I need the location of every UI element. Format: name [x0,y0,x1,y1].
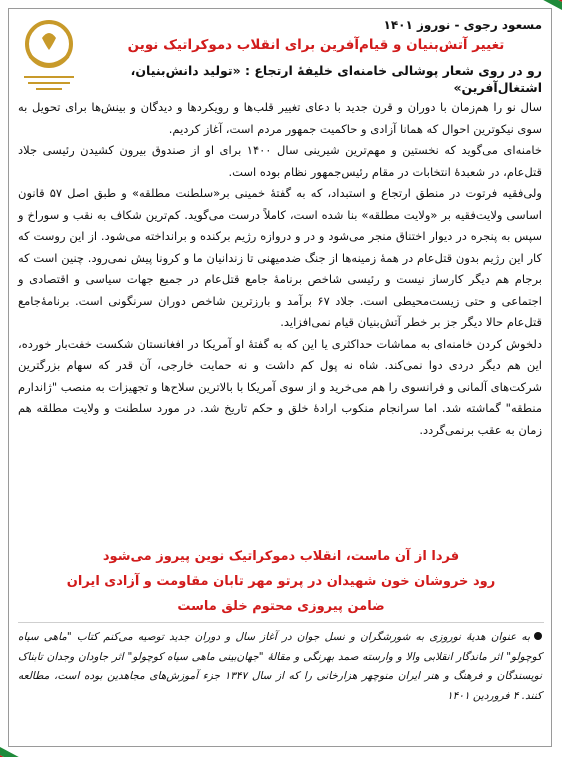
article-body [18,97,542,441]
footnote-text: به عنوان هدیهٔ نوروزی به شورشگران و نسل جوان در آغاز سال و دوران جدید توصیه می‌کنم کتاب "ماهی سیاه کوچولو" اثر ماندگار انقلابی والا و وارسته صمد بهرنگی و مقالهٔ "جهان‌بینی ماهی سیاه کوچولو" اثر جاودان وجدان تابناک نویسندگان و فرهنگ و هنر ایران منوچهر هزارخانی را که از سال ۱۳۴۷ جزء آموزش‌های مجاهدین بوده است، مطالعه کنند. ۴ فروردین ۱۴۰۱ [18,631,542,702]
paragraph: خامنه‌ای می‌گوید که نخستین و مهم‌ترین شیرینی سال ۱۴۰۰ برای او از صندوق بیرون کشیدن رئیسی جلاد قتل‌عام، در شعبدهٔ انتخابات در مقام رئیس‌جمهور نظام بوده است. [18,143,542,179]
paragraph: ولی‌فقیه فرتوت در منطق ارتجاع و استبداد، که به گفتهٔ خمینی بر«سلطنت مطلقه» و طبق اصل ۵۷ قانون اساسی ولایت‌فقیه بر «ولایت مطلقه» بنا شده است، کاملاً درست می‌گوید. کم‌ترین شکاف به نقب و سوراخ و سپس به پنجره در دیوار اختناق منجر می‌شود و در و دروازه رژیم برکنده و برانداخته می‌شود. از این روست که کار این رژیم بدون قتل‌عام در همهٔ زمینه‌ها از جنگ ضدمیهنی تا زندانیان ما و کرونا پیش نمی‌رود. چنین است که برجام هم دیگر کارساز نیست و رئیسی شاخص برنامهٔ جامع قتل‌عام در جمیع جهات سیاسی و اقتصادی و اجتماعی و حتی زیست‌محیطی است. جلاد ۶۷ برآمد و بارزترین شاخص دوران سرنگونی است. برنامهٔ‌جامع قتل‌عام حالا دیگر جز بر خطر آتش‌بنیان قیام نمی‌افزاید. [18,186,542,329]
bullet-icon [534,632,542,640]
author-date: مسعود رجوی - نوروز ۱۴۰۱ [383,18,542,32]
divider [18,622,544,623]
slogan-line: رود خروشان خون شهیدان در پرتو مهر تابان مقاومت و آزادی ایران [66,574,496,589]
slogans-block [18,544,544,619]
page-subtitle: رو در روی شعار پوشالی خامنه‌ای خلیفهٔ ارتجاع : «تولید دانش‌بنیان، اشتغال‌آفرین» [130,63,542,95]
paragraph: سال نو را هم‌زمان با دوران و قرن جدید با دعای تغییر قلب‌ها و رویکردها و دیدگان و بینش‌ها برای تحویل به سوی نیکوترین احوال که همانا آزادی و حاکمیت جمهور مردم است، آغاز کردیم. [18,100,542,136]
slogan-line: ضامن پیروزی محتوم خلق ماست [177,599,385,614]
paragraph: دلخوش کردن خامنه‌ای به مماشات حداکثری یا این که به گفتهٔ او آمریکا در افغانستان شکست خفت‌بار خورده، این هم دیگر دردی دوا نمی‌کند. شاه نه پول کم داشت و نه حمایت خارجی، آن قدر که سهام بزرگترین شرکت‌های آلمانی و فرانسوی را هم می‌خرید و از سوی آمریکا با بالاترین سلاح‌ها و تجهیزات به منصب "ژاندارم منطقه" گماشته شد. اما سرانجام منکوب ارادهٔ خلق و حکم تاریخ شد. در مورد سلطنت و ولایت مطلقه هم زمان به عقب برنمی‌گردد. [18,336,542,437]
page-title: تغییر آتش‌بنیان و قیام‌آفرین برای انقلاب دموکراتیک نوین [127,37,505,53]
footnote [18,628,542,706]
slogan-line: فردا از آن ماست، انقلاب دموکراتیک نوین پیروز می‌شود [102,549,460,564]
